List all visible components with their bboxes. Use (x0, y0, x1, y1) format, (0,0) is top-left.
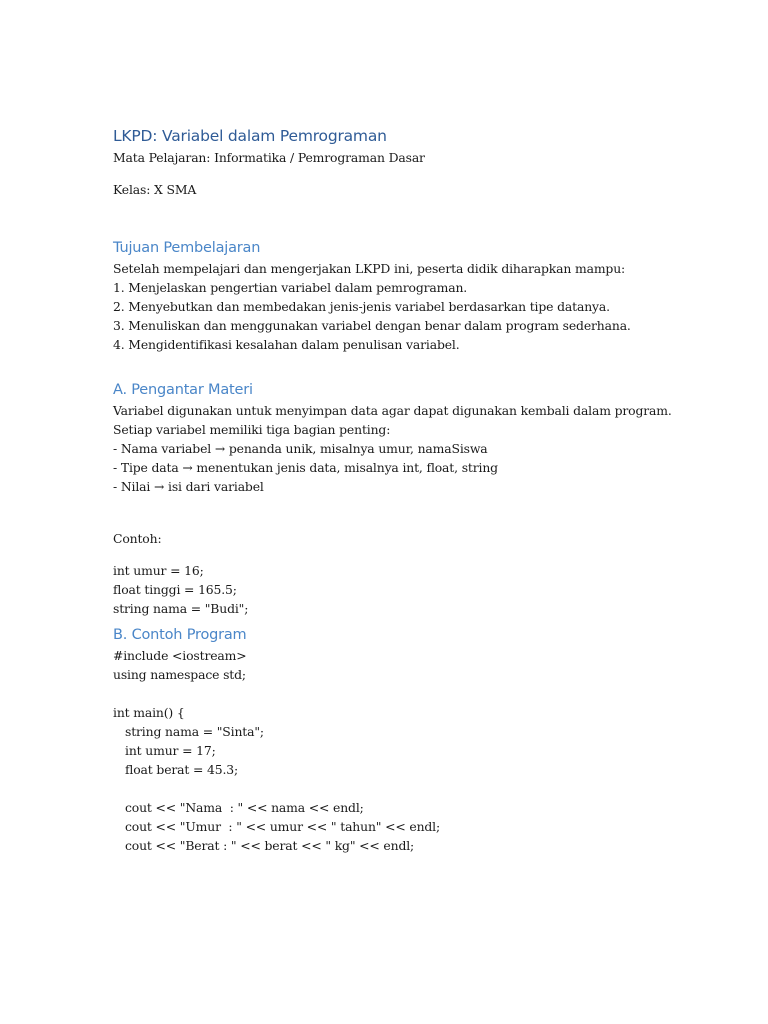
contoh-label: Contoh: (113, 531, 162, 546)
program-code-line: string nama = "Sinta"; (125, 724, 264, 739)
document-content (113, 124, 713, 855)
tujuan-intro: Setelah mempelajari dan mengerjakan LKPD ini, peserta didik diharapkan mampu: (113, 261, 626, 276)
program-code-line: cout << "Nama : " << nama << endl; (125, 800, 364, 815)
program-code-line: int main() { (113, 705, 185, 720)
program-code-line: float berat = 45.3; (125, 762, 239, 777)
spacer (113, 167, 713, 180)
tujuan-item: 3. Menuliskan dan menggunakan variabel dengan benar dalam program sederhana. (113, 318, 631, 333)
program-code-line: using namespace std; (113, 667, 246, 682)
contoh-code-line: float tinggi = 165.5; (113, 582, 237, 597)
pengantar-line: Variabel digunakan untuk menyimpan data agar dapat digunakan kembali dalam program. (113, 403, 672, 418)
contoh-code-line: int umur = 16; (113, 563, 204, 578)
program-heading: B. Contoh Program (113, 627, 247, 643)
spacer (113, 548, 713, 561)
program-code-line: int umur = 17; (125, 743, 216, 758)
program-code-line: #include <iostream> (113, 648, 247, 663)
tujuan-item: 2. Menyebutkan dan membedakan jenis-jenis variabel berdasarkan tipe datanya. (113, 299, 610, 314)
spacer (113, 199, 713, 237)
pengantar-line: - Nama variabel → penanda unik, misalnya umur, namaSiswa (113, 441, 488, 456)
tujuan-item: 4. Mengidentifikasi kesalahan dalam penulisan variabel. (113, 337, 460, 352)
class-line: Kelas: X SMA (113, 182, 197, 197)
program-code-line: cout << "Berat : " << berat << " kg" << endl; (125, 838, 415, 853)
contoh-code-line: string nama = "Budi"; (113, 601, 249, 616)
pengantar-heading: A. Pengantar Materi (113, 382, 253, 398)
pengantar-line: - Nilai → isi dari variabel (113, 479, 264, 494)
program-blank-line (113, 779, 713, 798)
tujuan-heading: Tujuan Pembelajaran (113, 240, 261, 256)
document-title: LKPD: Variabel dalam Pemrograman (113, 127, 387, 145)
program-blank-line (113, 684, 713, 703)
program-code-line: cout << "Umur : " << umur << " tahun" << endl; (125, 819, 441, 834)
pengantar-line: Setiap variabel memiliki tiga bagian penting: (113, 422, 391, 437)
subject-line: Mata Pelajaran: Informatika / Pemrograman Dasar (113, 150, 425, 165)
pengantar-line: - Tipe data → menentukan jenis data, misalnya int, float, string (113, 460, 498, 475)
spacer (113, 496, 713, 529)
spacer (113, 354, 713, 379)
tujuan-item: 1. Menjelaskan pengertian variabel dalam pemrograman. (113, 280, 468, 295)
